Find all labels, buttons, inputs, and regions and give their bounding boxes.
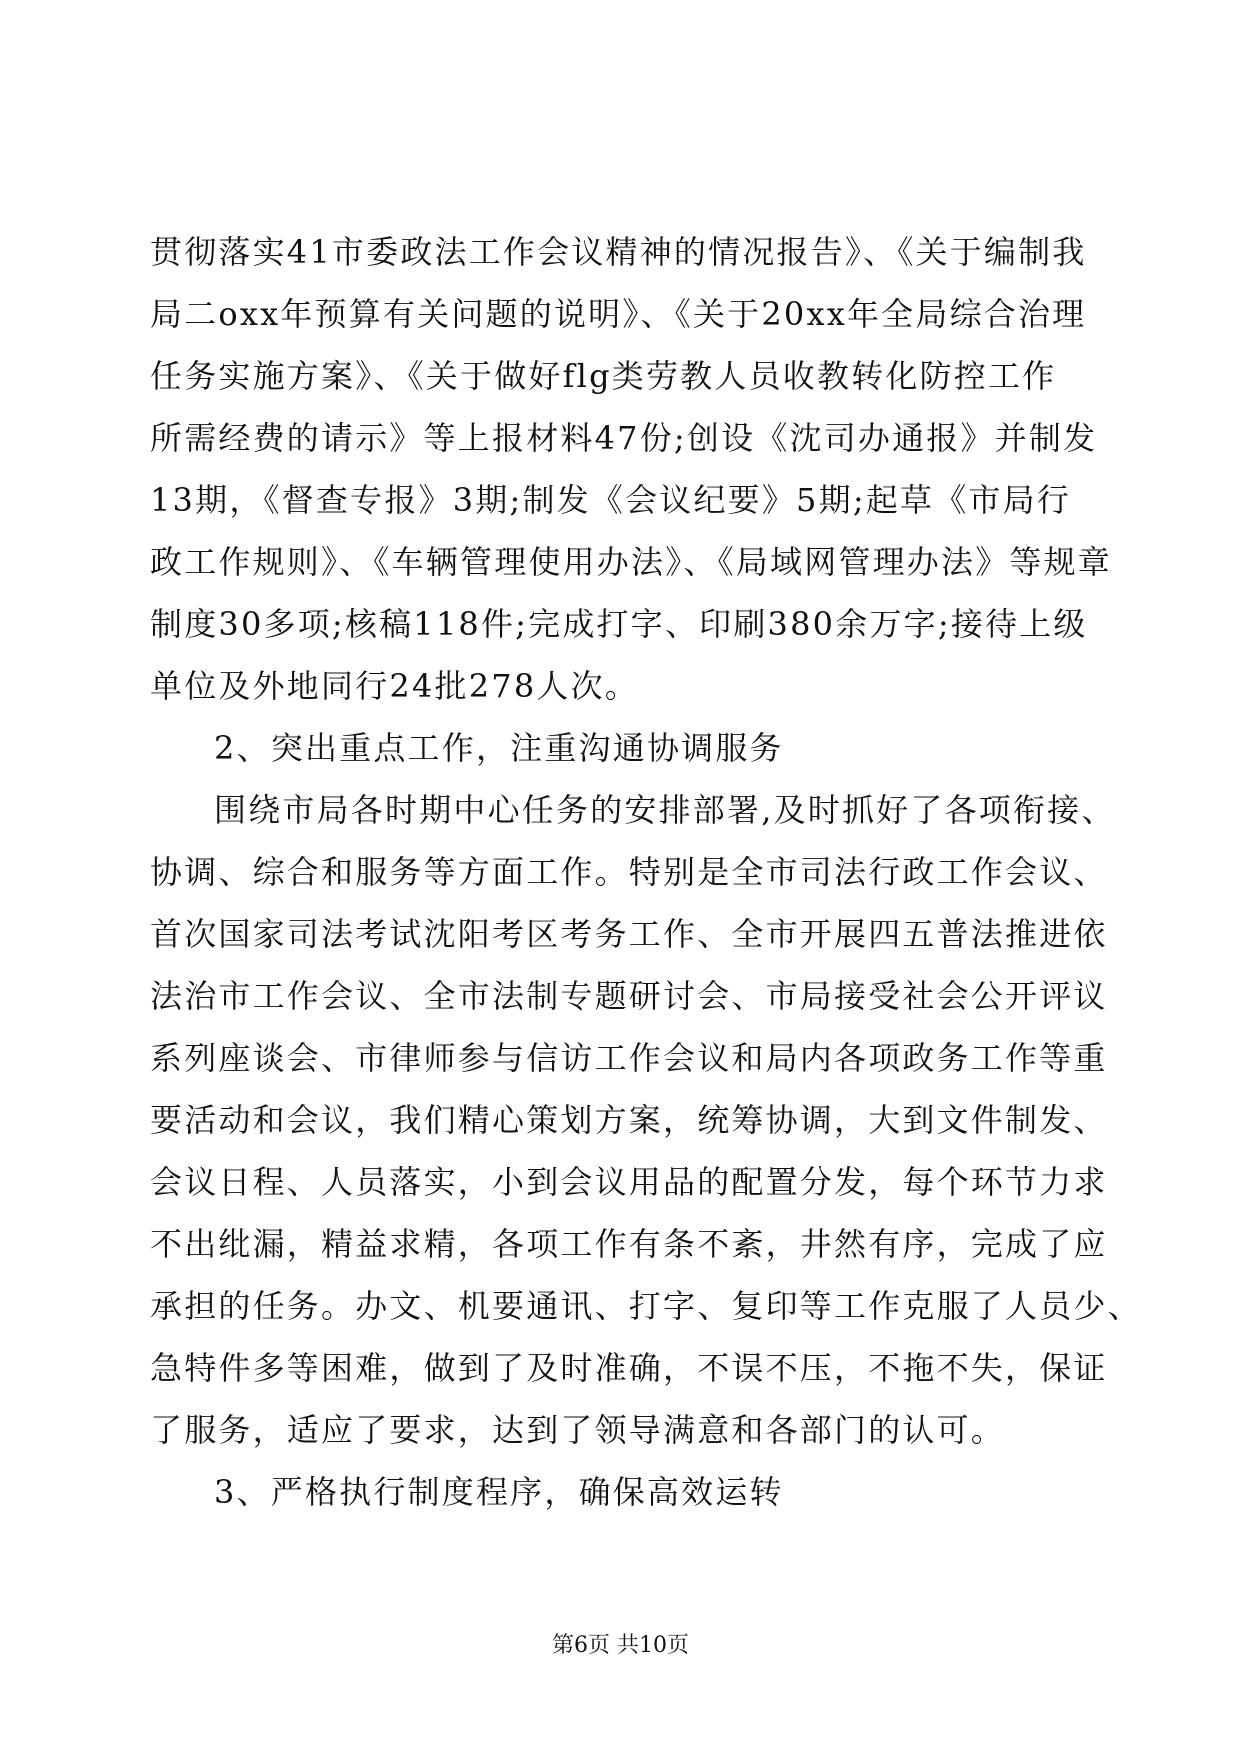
paragraph-line: 不出纰漏，精益求精，各项工作有条不紊，井然有序，完成了应 (150, 1225, 1108, 1263)
paragraph-line: 局二oxx年预算有关问题的说明》、《关于20xx年全局综合治理 (150, 295, 1087, 333)
paragraph-line: 法治市工作会议、全市法制专题研讨会、市局接受社会公开评议 (150, 977, 1108, 1015)
paragraph-line: 协调、综合和服务等方面工作。特别是全市司法行政工作会议、 (150, 853, 1108, 891)
paragraph-line: 任务实施方案》、《关于做好flg类劳教人员收教转化防控工作 (150, 357, 1057, 395)
paragraph-line: 系列座谈会、市律师参与信访工作会议和局内各项政务工作等重 (150, 1039, 1108, 1077)
section-heading: 3、严格执行制度程序，确保高效运转 (214, 1473, 784, 1511)
paragraph-line: 承担的任务。办文、机要通讯、打字、复印等工作克服了人员少、 (150, 1287, 1142, 1325)
paragraph-line: 政工作规则》、《车辆管理使用办法》、《局域网管理办法》等规章 (150, 543, 1113, 581)
paragraph-line: 13期，《督查专报》3期;制发《会议纪要》5期;起草《市局行 (150, 481, 1072, 519)
paragraph-line: 所需经费的请示》等上报材料47份;创设《沈司办通报》并制发 (150, 419, 1098, 457)
paragraph-line: 急特件多等困难，做到了及时准确，不误不压，不拖不失，保证 (150, 1349, 1108, 1387)
paragraph-line: 贯彻落实41市委政法工作会议精神的情况报告》、《关于编制我 (150, 233, 1087, 271)
section-heading: 2、突出重点工作，注重沟通协调服务 (214, 729, 784, 767)
paragraph-line: 围绕市局各时期中心任务的安排部署,及时抓好了各项衔接、 (214, 791, 1116, 829)
paragraph-line: 会议日程、人员落实，小到会议用品的配置分发，每个环节力求 (150, 1163, 1108, 1201)
paragraph-line: 首次国家司法考试沈阳考区考务工作、全市开展四五普法推进依 (150, 915, 1108, 953)
page-number-footer: 第6页 共10页 (552, 1633, 689, 1658)
paragraph-line: 制度30多项;核稿118件;完成打字、印刷380余万字;接待上级 (150, 605, 1088, 643)
paragraph-line: 要活动和会议，我们精心策划方案，统筹协调，大到文件制发、 (150, 1101, 1108, 1139)
paragraph-line: 单位及外地同行24批278人次。 (150, 667, 639, 705)
paragraph-line: 了服务，适应了要求，达到了领导满意和各部门的认可。 (150, 1411, 1006, 1449)
